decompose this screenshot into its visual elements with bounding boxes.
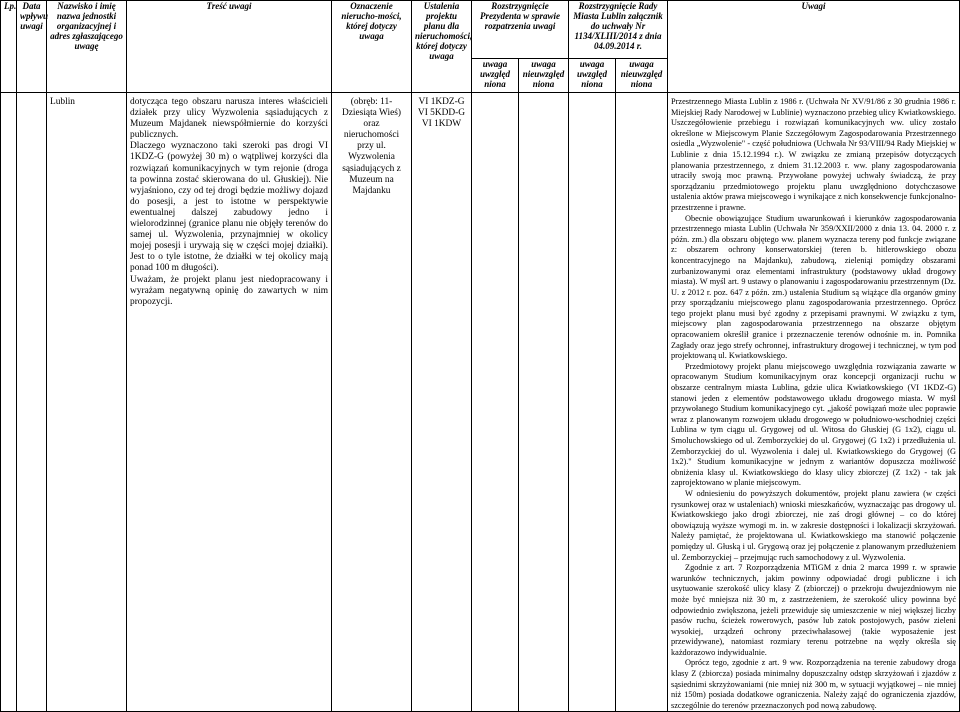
cell-name: Lublin [47, 93, 127, 712]
cell-council-rejected [616, 93, 668, 712]
header-date: Data wpływu uwagi [17, 1, 47, 93]
remarks-paragraph: Przestrzennego Miasta Lublin z 1986 r. (Uchwała Nr XV/91/86 z 30 grudnia 1986 r. Miejskiej Rady Narodowej w Lublinie) wyznaczono przebieg ulicy Kwiatkowskiego. Uszczegółowienie przebiegu i rozwiązań komunikacyjnych ww. ulicy zostało określone w Miejscowym Planie Szczegółowym Zagospodarowania Przestrzennego osiedla „Wyzwolenie" - część południowa (Uchwała Nr 93/VIII/94 Rady Miejskiej w Lublinie z dnia 15.12.1994 r.). W związku ze zmianą przepisów dotyczących planowania przestrzennego, z dniem 31.12.2003 r. ww. plany zagospodarowania utraciły swoją moc prawną. Przywołane powyżej uchwały świadczą, że przy sporządzaniu przedmiotowego projektu planu uwzględniono dotychczasowe ustalenia aktów prawa miejscowego i wynikające z nich konsekwencje funkcjonalno-przestrzenne i prawne. [671, 97, 956, 212]
cell-property-id: (obręb: 11-Dziesiąta Wieś) oraz nieruchomości przy ul. Wyzwolenia sąsiadujących z Muzeum na Majdanku [332, 93, 412, 712]
content-paragraph: dotycząca tego obszaru narusza interes właścicieli działek przy ulicy Wyzwolenia sąsiadujących z Muzeum Majdanek niewspółmiernie do korzyści publicznych. [130, 97, 328, 141]
remarks-paragraph: Zgodnie z art. 7 Rozporządzenia MTiGM z dnia 2 marca 1999 r. w sprawie warunków technicznych, jakim powinny odpowiadać drogi publiczne i ich usytuowanie szerokość ulicy klasy Z (zbiorczej) o przekroju dwujezdniowym nie może być mniejsza niż 30 m, z zastrzeżeniem, że szerokość ulicy powinna być odpowiednio zwiększona, jeżeli przewiduje się umieszczenie w niej większej liczby pasów ruchu, ścieżek rowerowych, pasów lub zatok postojowych, pasów zieleni wysokiej, urządzeń ochrony przeciwhałasowej (takie wyposażenie jest przewidywane), natomiast rozmiary terenu potrzebne na węzły określa się każdorazowo indywidualnie. [671, 563, 956, 657]
remarks-paragraph: Przedmiotowy projekt planu miejscowego uwzględnia rozwiązania zawarte w opracowanym Studium komunikacyjnym oraz koncepcji organizacji ruchu w obszarze centralnym miasta Lublina, gdzie ulica Kwiatkowskiego (VI 1KDZ-G) stanowi jeden z elementów podstawowego układu drogowego miasta. W myśl przywołanego Studium komunikacyjnego cyt. „jakość powiązań może ulec poprawie wraz z planowanym rozwojem układu drogowego w południowo-wschodniej części Lublina w tym ciągu ul. Grygowej od ul. Witosa do Głuskiej (G 1x2), ciągu ul. Smoluchowskiego od ul. Zemborzyckiej do ul. Grygowej (G 1x2) i przedłużenia ul. Zemborzyckiej do ul. Wyzwolenia i dalej ul. Kwiatkowskiego do Grygowej (G 1x2)." Studium komunikacyjne w jednym z wariantów dopuszcza możliwość obniżenia klasy ul. Kwiatkowskiego do klasy ulicy zbiorczej (Z 1x2) - tak jak zaprojektowano w planie miejscowym. [671, 361, 956, 488]
cell-lp [1, 93, 17, 712]
cell-date [17, 93, 47, 712]
table-row [1, 93, 960, 712]
header-council-accepted: uwaga uwzględ niona [569, 59, 616, 93]
header-plan-findings: Ustalenia projektu planu dla nieruchomości, której dotyczy uwaga [412, 1, 472, 93]
cell-president-rejected [519, 93, 569, 712]
cell-remarks [668, 93, 960, 712]
header-content: Treść uwagi [127, 1, 332, 93]
header-president-rejected: uwaga nieuwzględ niona [519, 59, 569, 93]
header-president-decision: Rozstrzygnięcie Prezydenta w sprawie rozpatrzenia uwagi [472, 1, 569, 59]
remarks-paragraph: Oprócz tego, zgodnie z art. 9 ww. Rozporządzenia na terenie zabudowy droga klasy Z (zbiorcza) posiada minimalny dopuszczalny odstęp skrzyżowań i zjazdów z sąsiednimi skrzyżowaniami (nie mniej niż 300 m, w sytuacji wyjątkowej – nie mniej niż 150m) posiada dodatkowe ograniczenia. Należy zająć do ograniczenia zjazdów, szczególnie do terenów przeznaczonych pod nową zabudowę. [671, 658, 956, 710]
cell-plan-findings: VI 1KDZ-G VI 5KDD-G VI 1KDW [412, 93, 472, 712]
header-lp: Lp. [1, 1, 17, 93]
remarks-paragraph: W odniesieniu do powyższych dokumentów, projekt planu zawiera (w części rysunkowej oraz w ustaleniach) wnioski mieszkańców, wyznaczając pas drogowy ul. Kwiatkowskiego jako drogi zbiorczej, nie zaś drogi głównej – co do której obowiązują wyższe wymogi m. in. w zakresie dostępności i lokalizacji skrzyżowań. Należy pamiętać, że projektowana ul. Kwiatkowskiego ma stanowić połączenie pomiędzy ul. Głuską i ul. Grygową oraz jej połączenie z planowanym przedłużeniem ul. Zemborzyckiej – przejmując ruch samochodowy z ul. Wyzwolenia. [671, 488, 956, 562]
header-president-accepted: uwaga uwzględ niona [472, 59, 519, 93]
content-paragraph: Uważam, że projekt planu jest niedopracowany i wyrażam negatywną opinię do zawartych w nim propozycji. [130, 274, 328, 307]
header-property-id: Oznaczenie nierucho-mości, której dotyczy uwaga [332, 1, 412, 93]
header-council-decision: Rozstrzygnięcie Rady Miasta Lublin załącznik do uchwały Nr 1134/XLIII/2014 z dnia 04.09.2014 r. [569, 1, 668, 59]
cell-president-accepted [472, 93, 519, 712]
header-name: Nazwisko i imię nazwa jednostki organizacyjnej i adres zgłaszającego uwagę [47, 1, 127, 93]
remarks-paragraph: Obecnie obowiązujące Studium uwarunkowań i kierunków zagospodarowania przestrzennego miasta Lublin (Uchwała Nr 359/XXII/2000 z dnia 13. 04. 2000 r. z późn. zm.) dla obszaru objętego ww. planem wyznacza tereny pod funkcje związane z: obszarem ochrony konserwatorskiej (teren b. hitlerowskiego obozu koncentracyjnego na Majdanku), zabudową, zieleniąi pomiędzy obszarami zurbanizowanymi oraz elementami infrastruktury (podstawowy układ drogowy miasta). W myśl art. 9 ustawy o planowaniu i zagospodarowaniu przestrzennym (Dz. U. z 2012 r. poz. 647 z późn. zm.) ustalenia Studium są wiążące dla organów gminy przy sporządzaniu miejscowego planu zagospodarowania przestrzennego. Oprócz tego projekt planu musi być zgodny z przepisami prawnymi. W związku z tym, miejscowy plan zagospodarowania przestrzennego na obszarze objętym opracowaniem określił granice i przeznaczenie terenów odnośnie m. in. Pomnika Zagłady oraz jego strefy ochronnej, infrastruktury drogowej i technicznej, w tym pod projektowaną ul. Kwiatkowskiego. [671, 213, 956, 361]
header-row [1, 1, 960, 59]
header-council-rejected: uwaga nieuwzględ niona [616, 59, 668, 93]
cell-council-accepted [569, 93, 616, 712]
content-paragraph: Dlaczego wyznaczono taki szeroki pas drogi VI 1KDZ-G (powyżej 30 m) o wątpliwej korzyści dla rozwiązań komunikacyjnych w tym rejonie (droga ta powinna zostać skierowana do ul. Głuskiej). Nie wyjaśniono, czy od tej drogi będzie możliwy dojazd do posesji, a jest to istotne w perspektywie ewentualnej dalszej zabudowy jedno i wielorodzinnej (granice planu nie objęły terenów do samej ul. Wyzwolenia, przynajmniej w okolicy mojej posesji i urywają się w części mojej działki). Jest to o tyle istotne, że działki w tej okolicy mają ponad 100 m długości). [130, 141, 328, 274]
header-remarks: Uwagi [668, 1, 960, 93]
cell-content [127, 93, 332, 712]
